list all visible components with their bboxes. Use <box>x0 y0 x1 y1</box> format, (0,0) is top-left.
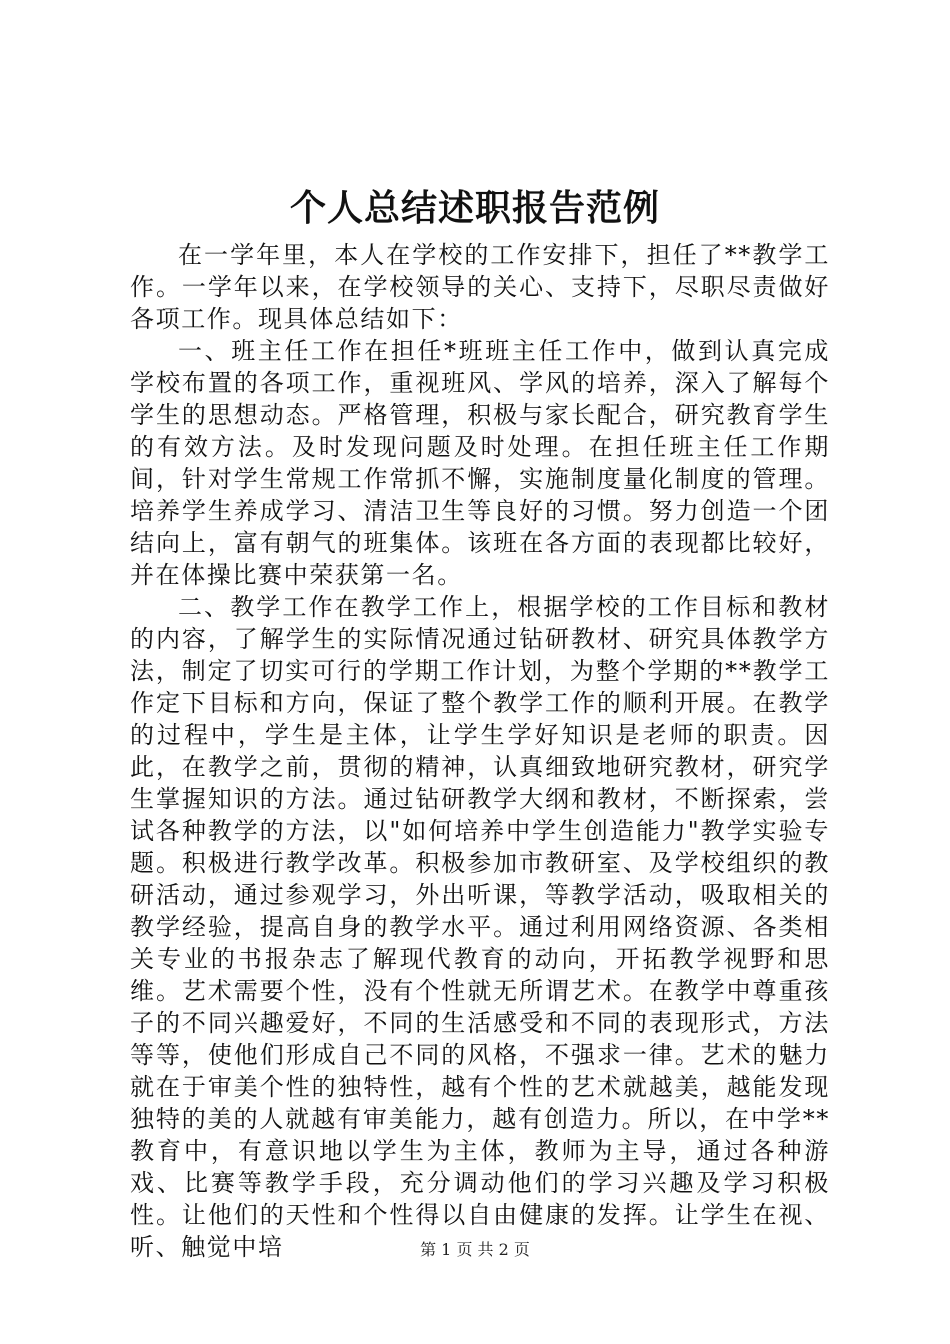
page-number-footer: 第 1 页 共 2 页 <box>420 1240 530 1259</box>
paragraph-teaching-work: 二、教学工作在教学工作上，根据学校的工作目标和教材的内容，了解学生的实际情况通过钻研教材、研究具体教学方法，制定了切实可行的学期工作计划，为整个学期的**教学工作定下目标和方向，保证了整个教学工作的顺利开展。在教学的过程中，学生是主体，让学生学好知识是老师的职责。因此，在教学之前，贯彻的精神，认真细致地研究教材，研究学生掌握知识的方法。通过钻研教学大纲和教材，不断探索，尝试各种教学的方法，以"如何培养中学生创造能力"教学实验专题。积极进行教学改革。积极参加市教研室、及学校组织的教研活动，通过参观学习，外出听课，等教学活动，吸取相关的教学经验，提高自身的教学水平。通过利用网络资源、各类相关专业的书报杂志了解现代教育的动向，开拓教学视野和思维。艺术需要个性，没有个性就无所谓艺术。在教学中尊重孩子的不同兴趣爱好，不同的生活感受和不同的表现形式，方法等等，使他们形成自己不同的风格，不强求一律。艺术的魅力就在于审美个性的独特性，越有个性的艺术就越美，越能发现独特的美的人就越有审美能力，越有创造力。所以，在中学**教育中，有意识地以学生为主体，教师为主导，通过各种游戏、比赛等教学手段，充分调动他们的学习兴趣及学习积极性。让他们的天性和个性得以自由健康的发挥。让学生在视、听、触觉中培 <box>130 593 830 1261</box>
document-title: 个人总结述职报告范例 <box>289 187 660 229</box>
paragraph-intro: 在一学年里，本人在学校的工作安排下，担任了**教学工作。一学年以来，在学校领导的关心、支持下，尽职尽责做好各项工作。现具体总结如下： <box>130 241 830 333</box>
document-body <box>130 239 830 1263</box>
paragraph-class-teacher-work: 一、班主任工作在担任*班班主任工作中，做到认真完成学校布置的各项工作，重视班风、学风的培养，深入了解每个学生的思想动态。严格管理，积极与家长配合，研究教育学生的有效方法。及时发现问题及时处理。在担任班主任工作期间，针对学生常规工作常抓不懈，实施制度量化制度的管理。培养学生养成学习、清洁卫生等良好的习惯。努力创造一个团结向上，富有朝气的班集体。该班在各方面的表现都比较好，并在体操比赛中荣获第一名。 <box>130 337 830 589</box>
